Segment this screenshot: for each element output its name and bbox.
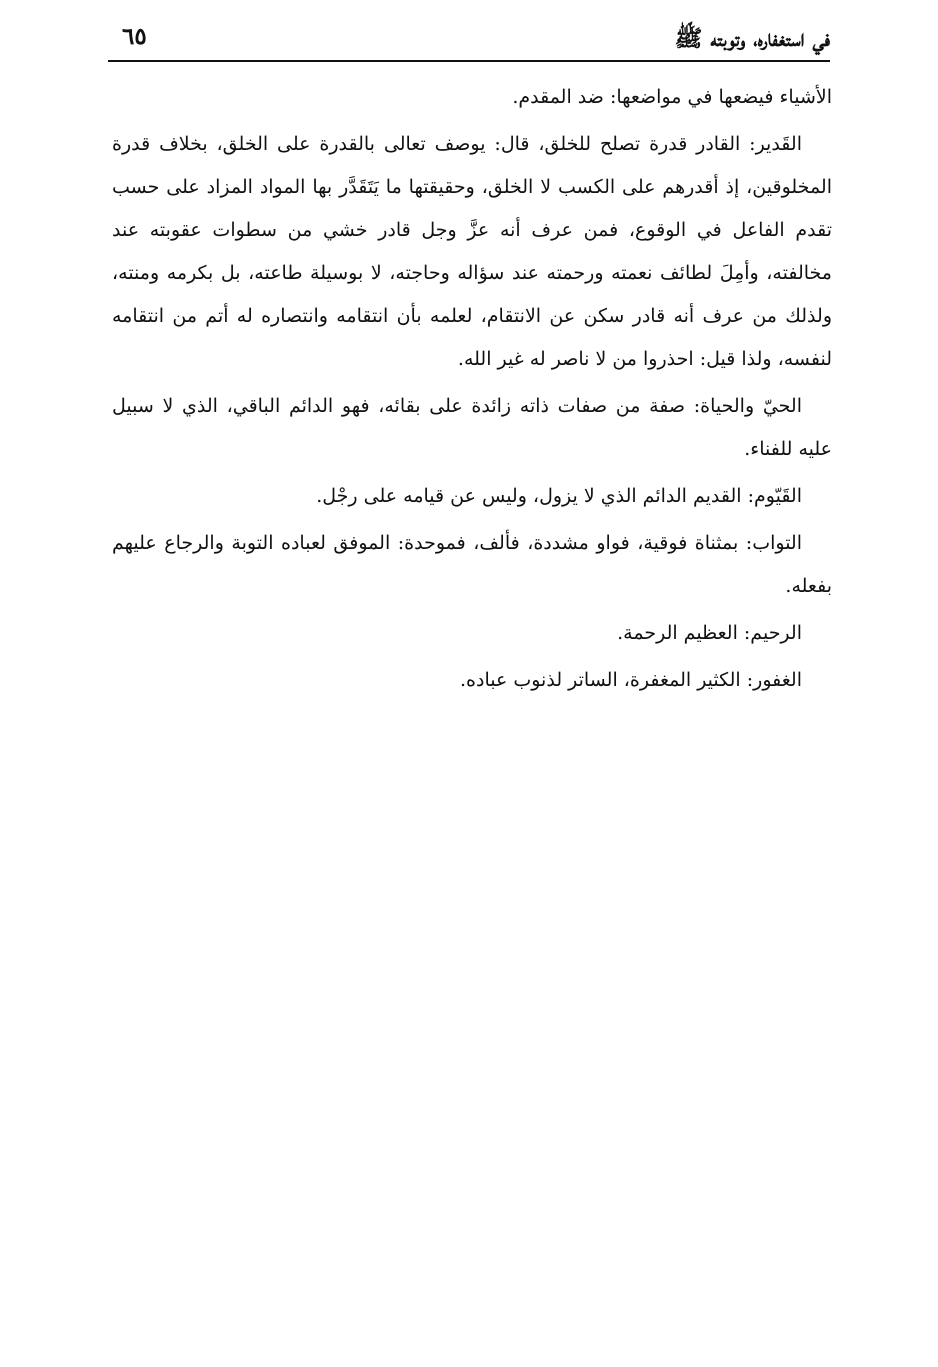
- paragraph-rahim: الرحيم: العظيم الرحمة.: [617, 622, 802, 644]
- paragraph-tawwab: التواب: بمثناة فوقية، فواو مشددة، فألف، فموحدة: الموفق لعباده التوبة والرجاع عليهم بفعله.: [112, 532, 832, 597]
- paragraph-hayy: الحيّ والحياة: صفة من صفات ذاته زائدة على بقائه، فهو الدائم الباقي، الذي لا سبيل عليه للفناء.: [112, 395, 832, 460]
- running-title: في استغفاره، وتوبته ﷺ: [674, 25, 830, 52]
- paragraph-continuation: الأشياء فيضعها في مواضعها: ضد المقدم.: [512, 86, 832, 108]
- paragraph-qadir: القَدير: القادر قدرة تصلح للخلق، قال: يوصف تعالى بالقدرة على الخلق، بخلاف قدرة المخلوقين، إذ أقدرهم على الكسب لا الخلق، وحقيقتها ما يَتَقَدَّر بها المواد المزاد على حسب تقدم الفاعل في الوقوع، فمن عرف أنه عزَّ وجل قادر خشي من سطوات عقوبته عند مخالفته، وأمِلَ لطائف نعمته ورحمته عند سؤاله وحاجته، لا بوسيلة طاعته، بل بكرمه ومنته، ولذلك من عرف أنه قادر سكن عن الانتقام، لعلمه بأن انتقامه وانتصاره له أتم من انتقامه لنفسه، ولذا قيل: احذروا من لا ناصر له غير الله.: [112, 133, 832, 370]
- page-number: ٦٥: [122, 23, 147, 50]
- paragraph-qayyum: القَيّوم: القديم الدائم الذي لا يزول، وليس عن قيامه على رجْل.: [316, 485, 802, 507]
- body-text: [112, 76, 832, 706]
- page-header: [108, 18, 830, 62]
- paragraph-ghafur: الغفور: الكثير المغفرة، الساتر لذنوب عباده.: [460, 669, 802, 691]
